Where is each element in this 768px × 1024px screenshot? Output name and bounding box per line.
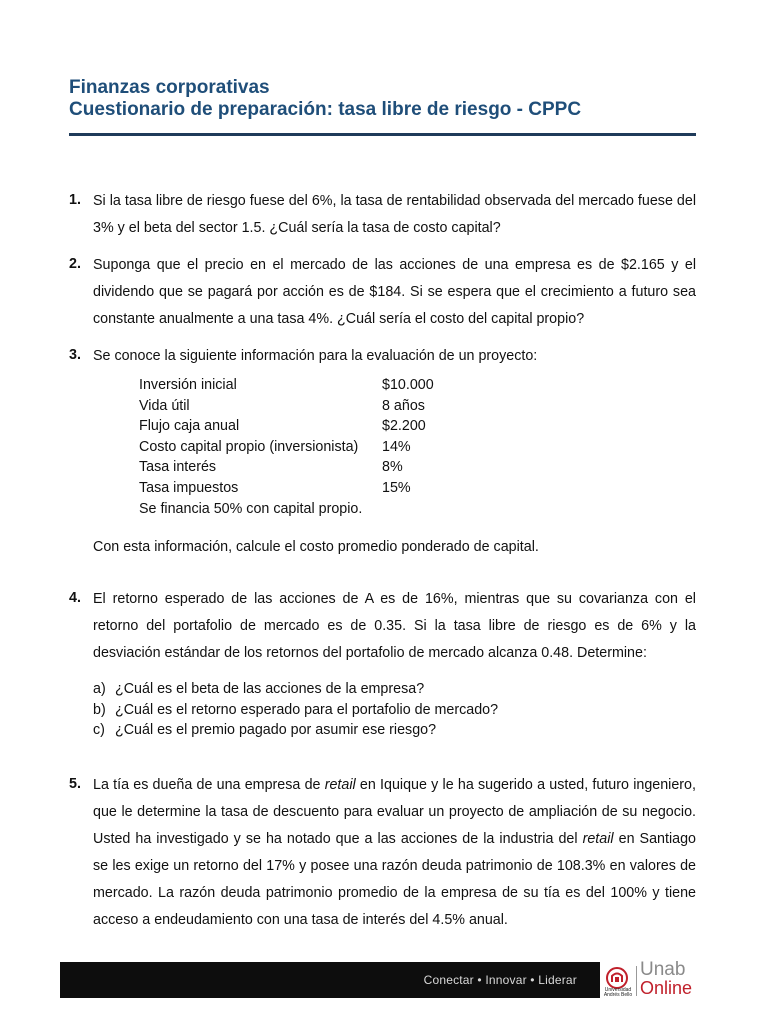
- university-name: Universidad Andrés Bello: [603, 987, 633, 998]
- brand-online: Online: [640, 978, 693, 998]
- question-instruction: Con esta información, calcule el costo promedio ponderado de capital.: [93, 539, 539, 556]
- header-divider: [69, 133, 696, 136]
- table-row: Tasa interés 8%: [139, 459, 403, 476]
- question-text: El retorno esperado de las acciones de A es de 16%, mientras que su covarianza con el retorno del portafolio de mercado es de 0.35. Si la tasa libre de riesgo es de 6% y la desviación estándar de los retornos del portafolio de mercado alcanza 0.48. Determine:: [93, 591, 696, 661]
- question-text: Suponga que el precio en el mercado de las acciones de una empresa es de $2.165 y el dividendo que se pagará por acción es de $184. Si se espera que el crecimiento a futuro sea constante anualmente a una tasa 4%. ¿Cuál sería el costo del capital propio?: [93, 257, 696, 327]
- sub-questions: [93, 679, 696, 741]
- question-4: [69, 586, 696, 741]
- table-row: Vida útil 8 años: [139, 397, 425, 414]
- financing-note: Se financia 50% con capital propio.: [139, 500, 363, 517]
- question-number: 1.: [69, 192, 81, 208]
- list-item: a) ¿Cuál es el beta de las acciones de la empresa?: [93, 681, 425, 697]
- list-item: b) ¿Cuál es el retorno esperado para el portafolio de mercado?: [93, 701, 499, 718]
- question-number: 3.: [69, 347, 81, 363]
- university-seal-icon: [606, 967, 628, 989]
- question-1: [69, 188, 696, 242]
- question-number: 2.: [69, 256, 81, 272]
- table-row: Costo capital propio (inversionista) 14%: [139, 438, 411, 455]
- document-header: [69, 77, 696, 121]
- question-3: [69, 343, 696, 557]
- question-text: Si la tasa libre de riesgo fuese del 6%, la tasa de rentabilidad observada del mercado fuese del 3% y el beta del sector 1.5. ¿Cuál sería la tasa de costo capital?: [93, 193, 696, 236]
- logo-divider: [636, 966, 637, 996]
- table-row: Inversión inicial $10.000: [139, 377, 434, 393]
- document-subtitle: Cuestionario de preparación: tasa libre de riesgo - CPPC: [69, 99, 582, 120]
- project-info-table: [139, 375, 696, 519]
- unab-online-logo: [600, 959, 708, 998]
- table-row: Tasa impuestos 15%: [139, 479, 411, 496]
- question-text: La tía es dueña de una empresa de retail en Iquique y le ha sugerido a usted, futuro ingeniero, que le determine la tasa de descuento para evaluar un proyecto de ampliación de su negocio. Usted ha investigado y se ha notado que a las acciones de la industria del retail en Santiago se les exige un retorno del 17% y posee una razón deuda patrimonio de 108.3% en valores de mercado. La razón deuda patrimonio promedio de la empresa de su tía es del 100% y tiene acceso a endeudamiento con una tasa de interés del 4.5% anual.: [93, 777, 696, 928]
- list-item: c) ¿Cuál es el premio pagado por asumir ese riesgo?: [93, 722, 437, 738]
- question-number: 4.: [69, 590, 81, 606]
- footer-bar: [60, 959, 708, 998]
- document-title: Finanzas corporativas: [69, 77, 270, 98]
- footer-slogan: Conectar • Innovar • Liderar: [423, 973, 577, 987]
- question-text: Se conoce la siguiente información para la evaluación de un proyecto:: [93, 348, 538, 364]
- table-row: Flujo caja anual $2.200: [139, 418, 426, 435]
- question-2: [69, 252, 696, 333]
- brand-unab: Unab: [640, 959, 686, 980]
- question-number: 5.: [69, 776, 81, 792]
- question-5: [69, 772, 696, 934]
